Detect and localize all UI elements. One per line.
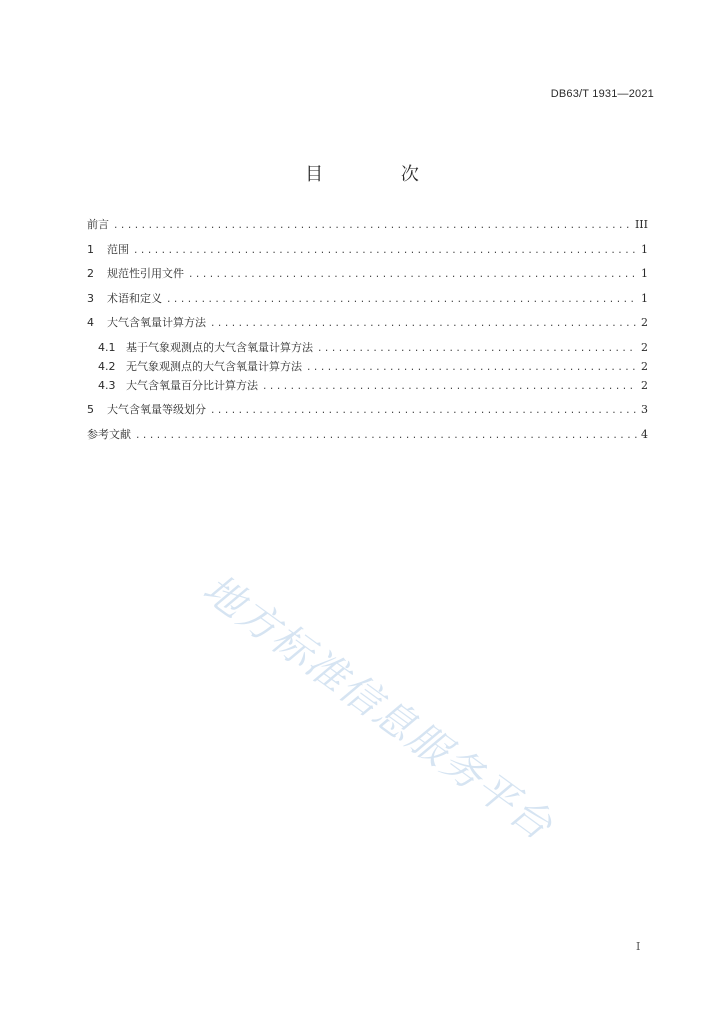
toc-entry-number: 1: [87, 242, 94, 256]
toc-page-number: 1: [641, 267, 648, 281]
toc-entry-text: 大气含氧量百分比计算方法: [126, 378, 258, 392]
toc-entry-number: 4: [87, 316, 94, 330]
dot-leader: [317, 344, 637, 354]
dot-leader: [135, 431, 637, 441]
toc-entry-number: 3: [87, 291, 94, 305]
dot-leader: [113, 221, 631, 231]
toc-title: 目 次: [305, 164, 455, 185]
toc-entry-scope[interactable]: [87, 241, 648, 266]
toc-entry-text: 参考文献: [87, 427, 131, 441]
page-number: I: [636, 940, 641, 953]
toc-entry-calculation-methods[interactable]: [87, 314, 648, 339]
dot-leader: [262, 382, 637, 392]
table-of-contents: [87, 216, 648, 450]
toc-entry-text: 术语和定义: [107, 291, 162, 305]
toc-entry-text: 大气含氧量计算方法: [107, 316, 206, 330]
toc-entry-4-3[interactable]: [87, 377, 648, 396]
toc-page-number: 2: [641, 359, 648, 373]
toc-entry-bibliography[interactable]: [87, 426, 648, 451]
dot-leader: [306, 363, 637, 373]
dot-leader: [133, 246, 637, 256]
toc-page-number: 1: [641, 291, 648, 305]
toc-entry-text: 规范性引用文件: [107, 267, 184, 281]
toc-entry-text: 大气含氧量等级划分: [107, 402, 206, 416]
toc-entry-grade-classification[interactable]: [87, 401, 648, 426]
dot-leader: [210, 319, 637, 329]
toc-entry-normative-references[interactable]: [87, 265, 648, 290]
toc-page-number: 2: [641, 316, 648, 330]
document-code: DB63/T 1931—2021: [550, 88, 654, 100]
toc-entry-text: 基于气象观测点的大气含氧量计算方法: [126, 340, 313, 354]
dot-leader: [210, 406, 637, 416]
toc-entry-text: 前言: [87, 218, 109, 231]
toc-page-number: 1: [641, 242, 648, 256]
watermark-text: 地方标准信息服务平台: [194, 565, 562, 850]
toc-entry-number: 4.3: [98, 378, 116, 392]
toc-entry-terms[interactable]: [87, 290, 648, 315]
toc-entry-number: 4.1: [98, 340, 116, 354]
toc-entry-number: 4.2: [98, 359, 116, 373]
toc-page-number: 2: [641, 378, 648, 392]
toc-entry-text: 范围: [107, 242, 129, 256]
toc-page-number: 3: [641, 402, 648, 416]
toc-entry-foreword[interactable]: [87, 216, 648, 241]
toc-page-number: III: [634, 218, 648, 231]
dot-leader: [188, 270, 637, 280]
toc-entry-number: 2: [87, 267, 94, 281]
toc-entry-text: 无气象观测点的大气含氧量计算方法: [126, 359, 302, 373]
dot-leader: [166, 295, 637, 305]
toc-page-number: 4: [641, 427, 648, 441]
toc-page-number: 2: [641, 340, 648, 354]
toc-entry-number: 5: [87, 402, 94, 416]
toc-entry-4-1[interactable]: [87, 339, 648, 358]
toc-entry-4-2[interactable]: [87, 358, 648, 377]
